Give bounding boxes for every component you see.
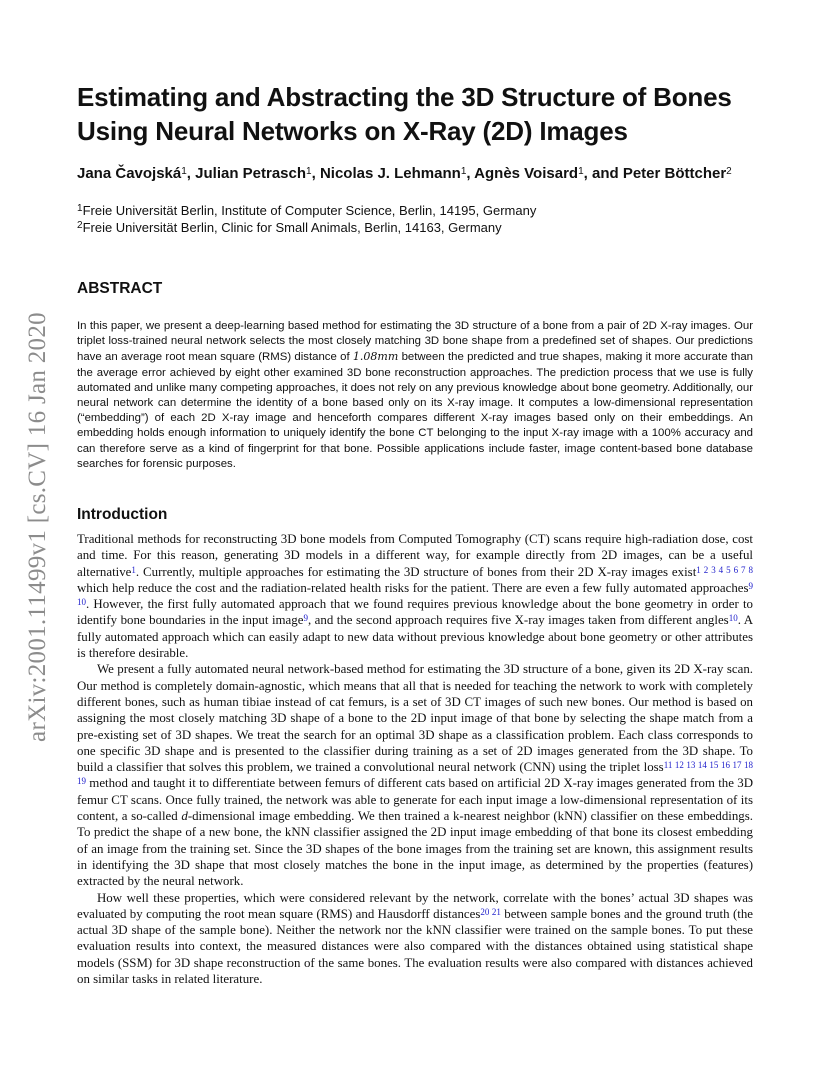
author-name: Peter Böttcher xyxy=(622,165,727,182)
introduction-heading: Introduction xyxy=(77,506,168,523)
citation-link[interactable]: 11 12 13 14 15 16 17 18 19 xyxy=(77,760,753,787)
affiliation-line: $^2$Freie Universität Berlin, Clinic for Small Animals, Berlin, 14163, Germany xyxy=(77,220,502,235)
arxiv-sidebar-stamp xyxy=(16,292,60,762)
paper-content xyxy=(77,80,754,987)
affiliation-marker: 1 xyxy=(578,166,584,177)
citation-link[interactable]: 1 xyxy=(131,564,136,575)
affiliations xyxy=(77,202,753,236)
paper-title: Estimating and Abstracting the 3D Structure of Bones Using Neural Networks on X-Ray (2D) Images xyxy=(77,82,732,146)
affiliation-marker: 1 xyxy=(181,166,187,177)
citation-link[interactable]: 1 2 3 4 5 6 7 8 xyxy=(696,564,753,575)
rms-value: 1.08 xyxy=(352,350,378,364)
author-name: Agnès Voisard xyxy=(474,165,579,182)
arxiv-identifier: arXiv:2001.11499v1 [cs.CV] 16 Jan 2020 xyxy=(24,312,51,742)
citation-link[interactable]: 9 10 xyxy=(77,580,753,608)
author-name: Nicolas J. Lehmann xyxy=(319,165,461,182)
abstract-text: In this paper, we present a deep-learning based method for estimating the 3D structure of a bone from a pair of 2D X-ray images. Our triplet loss-trained neural network selects the most closely matching 3D bone shape from a predefined set of shapes. Our predictions have an average root mean square (RMS) distance of 1.08mm between the predicted and true shapes, making it more accurate than the average error achieved by eight other examined 3D bone reconstruction approaches. The prediction process that we use is fully automated and unlike many competing approaches, it does not rely on any previous knowledge about bone geometry. Additionally, our neural network can determine the identity of a bone based only on its X-ray image. It computes a low-dimensional representation (“embedding”) of each 2D X-ray image and henceforth compares different X-ray images based only on their embeddings. An embedding holds enough information to uniquely identify the bone CT belonging to the input X-ray image with a 100% accuracy and can therefore serve as a kind of fingerprint for that bone. Possible applications include faster, image content-based bone database searches for forensic purposes. xyxy=(77,320,753,470)
math-variable: d xyxy=(181,809,188,824)
paragraph: How well these properties, which were considered relevant by the network, correlate with the bones’ actual 3D shapes was evaluated by computing the root mean square (RMS) and Hausdorff distances$^{20 21}$ between sample bones and the ground truth (the actual 3D shape of the sample bone). Neither the network nor the kNN classifier were trained on the sample bones. To put these evaluation results into context, the measured distances were also compared with the distances obtained using statistical shape models (SSM) for 3D shape reconstruction of the same bones. The evaluation results were also compared with distances achieved on similar tasks in related literature. xyxy=(77,890,753,987)
citation-link[interactable]: 20 21 xyxy=(480,906,501,917)
introduction-body xyxy=(77,531,753,987)
paragraph: We present a fully automated neural network-based method for estimating the 3D structure of a bone, given its 2D X-ray scan. Our method is completely domain-agnostic, which means that all that is needed for teaching the network to work with completely different bones, such as human tibiae instead of cat femurs, is a set of 3D CT images of such new bones. Our method is based on assigning the most closely matching 3D shape of a bone to the 2D input image of that bone by selecting the shape match from a pre-existing set of 3D shapes. We treat the search for an optimal 3D shape as a classification problem. Each class corresponds to one specific 3D shape and is presented to the classifier during training as a set of 2D images generated from the 3D shape. To build a classifier that solves this problem, we trained a convolutional neural network (CNN) using the triplet loss$^{11 12 13 14 15 16 17 18 19}$ method and taught it to differentiate between femurs of different cats based on artificial 2D X-ray images generated from the 3D femur CT scans. Once fully trained, the network was able to generate for each input image a low-dimensional representation of its content, a so-called d-dimensional image embedding. We then trained a k-nearest neighbor (kNN) classifier on these embeddings. To predict the shape of a new bone, the kNN classifier assigned the 2D input image embedding of that bone its closest embedding of an image from the training set. Since the 3D shapes of the bone images from the training set are known, this assignment results in identifying the 3D shape that most closely matches the bone in the input image, as determined by the properties (features) extracted by the neural network. xyxy=(77,662,753,889)
citation-link[interactable]: 9 xyxy=(303,613,308,624)
author-name: Julian Petrasch xyxy=(195,165,307,182)
paragraph: Traditional methods for reconstructing 3D bone models from Computed Tomography (CT) scans require high-radiation dose, cost and time. For this reason, generating 3D models in a different way, for example directly from 2D images, can be a useful alternative$^1$. Currently, multiple approaches for estimating the 3D structure of bones from their 2D X-ray images exist$^{1 2 3 4 5 6 7 8}$ which help reduce the cost and the radiation-related health risks for the patient. There are even a few fully automated approaches$^{9 10}$. However, the first fully automated approach that we found requires previous knowledge about the bone geometry in order to identify bone boundaries in the input image$^9$, and the second approach requires five X-ray images taken from different angles$^{10}$. A fully automated approach which can easily adapt to new data without previous knowledge about bone geometry or other attributes is therefore desirable. xyxy=(77,532,754,661)
affiliation-line: $^1$Freie Universität Berlin, Institute of Computer Science, Berlin, 14195, Germany xyxy=(77,203,537,218)
citation-link[interactable]: 10 xyxy=(728,613,738,624)
author-name: Jana Čavojská xyxy=(77,165,182,182)
affiliation-marker: 1 xyxy=(460,166,467,177)
rms-unit: mm xyxy=(377,350,399,364)
affiliation-marker: 1 xyxy=(306,166,312,177)
author-list: Jana Čavojská$^1$, Julian Petrasch$^1$, Nicolas J. Lehmann$^1$, Agnès Voisard$^1$, and Peter Böttcher$^2$ xyxy=(77,165,732,182)
affiliation-marker: 2 xyxy=(726,166,732,177)
abstract-heading: ABSTRACT xyxy=(77,280,163,297)
